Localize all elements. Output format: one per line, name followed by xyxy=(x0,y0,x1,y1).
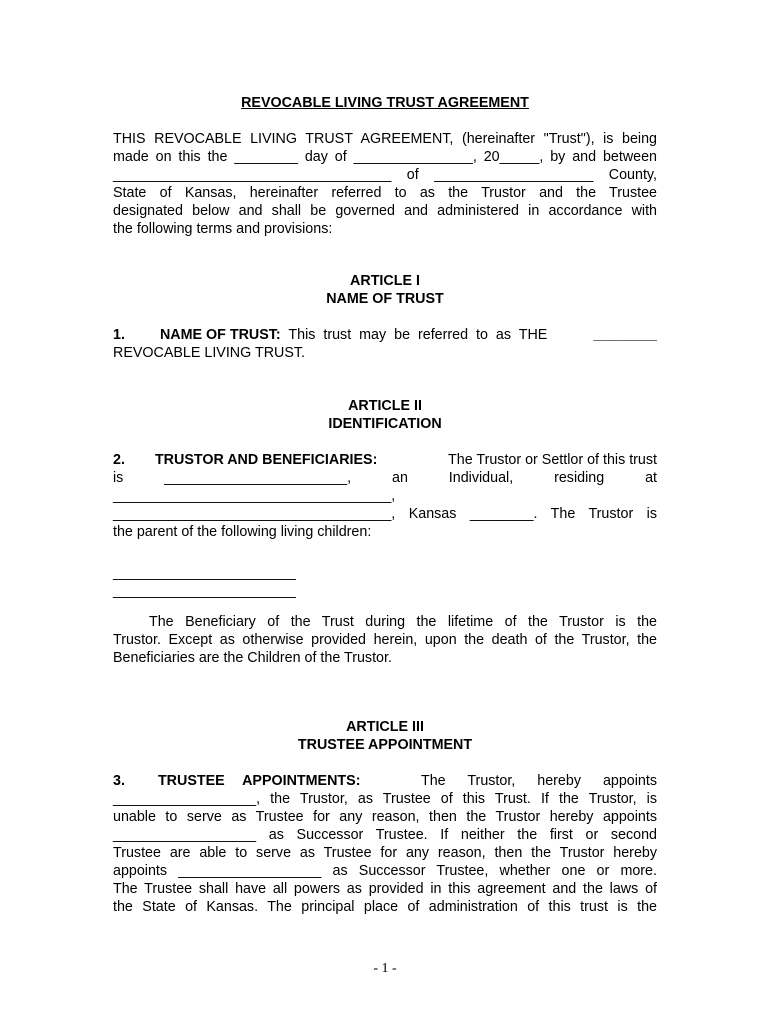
section-3-text: The Trustor, hereby appoints xyxy=(421,773,657,789)
section-3-label: TRUSTEE APPOINTMENTS: xyxy=(157,773,361,789)
intro-line-5: designated below and shall be governed and administered in accordance with xyxy=(113,203,657,219)
section-2-line-5: the parent of the following living children: xyxy=(113,524,372,540)
beneficiary-line-3: Beneficiaries are the Children of the Trustor. xyxy=(113,650,392,666)
article-1-heading: ARTICLE I xyxy=(350,273,420,289)
section-2-line-4: ___________________________________, Kansas ________. The Trustor is xyxy=(113,506,657,522)
intro-line-6: the following terms and provisions: xyxy=(113,221,333,237)
article-2-subheading: IDENTIFICATION xyxy=(328,416,442,432)
section-3-line-4: __________________ as Successor Trustee. If neither the first or second xyxy=(113,827,657,843)
article-2-heading: ARTICLE II xyxy=(348,398,422,414)
section-3-line-1 xyxy=(113,772,657,790)
section-3-line-2: __________________, the Trustor, as Trustee of this Trust. If the Trustor, is xyxy=(113,791,657,807)
section-3-line-8: the State of Kansas. The principal place of administration of this trust is the xyxy=(113,899,657,915)
beneficiary-line-1: The Beneficiary of the Trust during the lifetime of the Trustor is the xyxy=(149,614,657,630)
section-1-line-1 xyxy=(113,326,657,344)
section-1-number: 1. xyxy=(113,327,125,343)
child-line-2: _______________________ xyxy=(113,583,296,599)
intro-line-4: State of Kansas, hereinafter referred to as the Trustor and the Trustee xyxy=(113,185,657,201)
section-2-text: The Trustor or Settlor of this trust xyxy=(448,452,657,468)
section-3-line-3: unable to serve as Trustee for any reason, then the Trustor hereby appoints xyxy=(113,809,657,825)
intro-line-1: THIS REVOCABLE LIVING TRUST AGREEMENT, (hereinafter "Trust"), is being xyxy=(113,131,657,147)
section-2-line-3: ___________________________________, xyxy=(113,488,396,504)
intro-line-2: made on this the ________ day of _______________, 20_____, by and between xyxy=(113,149,657,165)
section-1-line-2: REVOCABLE LIVING TRUST. xyxy=(113,345,306,361)
section-1-text: This trust may be referred to as THE xyxy=(280,327,548,343)
section-2-line-1 xyxy=(113,451,657,469)
intro-line-3: ___________________________________ of ____________________ County, xyxy=(113,167,657,183)
section-2-label: TRUSTOR AND BENEFICIARIES: xyxy=(154,452,378,468)
section-3-line-6: appoints __________________ as Successor Trustee, whether one or more. xyxy=(113,863,657,879)
child-line-1: _______________________ xyxy=(113,565,296,581)
article-3-subheading: TRUSTEE APPOINTMENT xyxy=(297,737,473,753)
section-2-number: 2. xyxy=(113,452,125,468)
article-1-subheading: NAME OF TRUST xyxy=(326,291,444,307)
section-3-number: 3. xyxy=(113,773,125,789)
beneficiary-line-2: Trustor. Except as otherwise provided herein, upon the death of the Trustor, the xyxy=(113,632,657,648)
section-3-line-5: Trustee are able to serve as Trustee for any reason, then the Trustor hereby xyxy=(113,845,657,861)
section-1-label: NAME OF TRUST: xyxy=(159,327,281,343)
page-number: - 1 - xyxy=(373,961,397,976)
document-title: REVOCABLE LIVING TRUST AGREEMENT xyxy=(241,95,529,111)
section-3-line-7: The Trustee shall have all powers as provided in this agreement and the laws of xyxy=(113,881,657,897)
section-2-line-2: is _______________________, an Individual, residing at xyxy=(113,470,657,486)
article-3-heading: ARTICLE III xyxy=(346,719,424,735)
trust-name-blank: ________ xyxy=(593,327,657,343)
